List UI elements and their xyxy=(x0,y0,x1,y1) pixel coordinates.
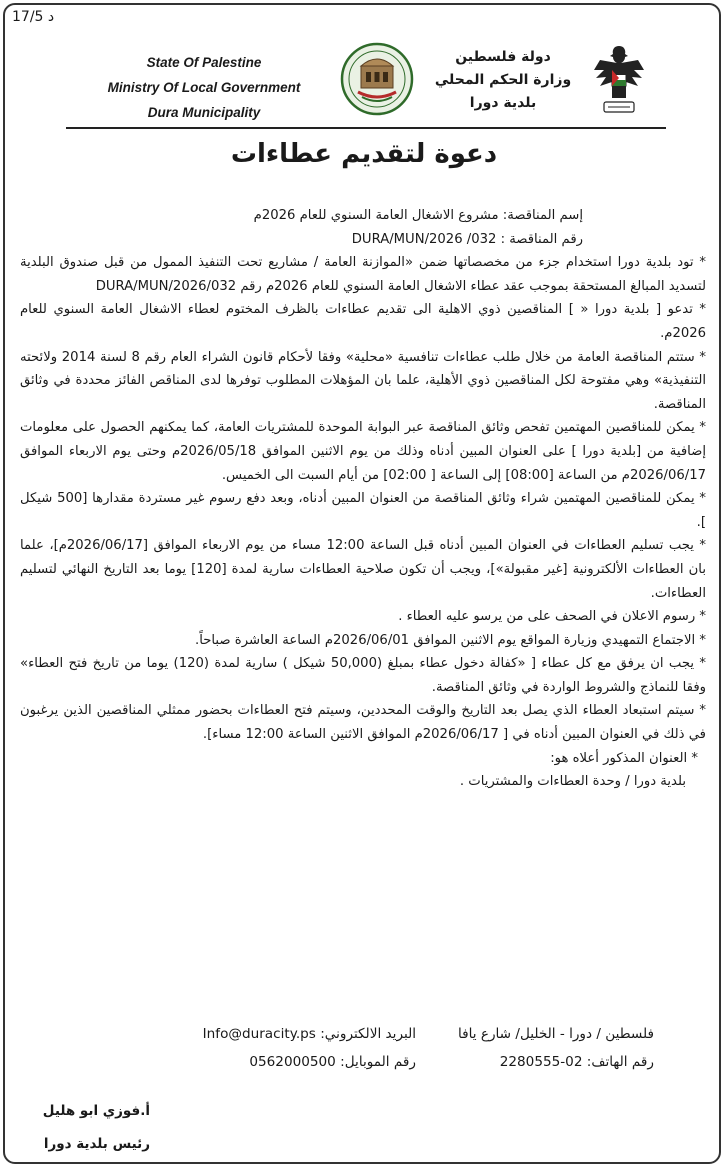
paragraph-advertising-fees: * رسوم الاعلان في الصحف على من يرسو عليه العطاء . xyxy=(398,609,706,625)
paragraph-procedure: * ستتم المناقصة العامة من خلال طلب عطاءات تنافسية «محلية» وفقا لأحكام قانون الشراء العام رقم 8 لسنة 2014 ولائحته التنفيذية» وهي مفتوحة لكل المناقصين ذوي الأهلية، علما بان المؤهلات المطلوب توفرها لدى المناقص الفائز محددة في وثائق المناقصة. xyxy=(20,349,706,412)
state-name-ar: دولة فلسطين xyxy=(455,49,551,65)
mobile-number: 0562000500 xyxy=(249,1054,336,1070)
signature-block xyxy=(30,1095,150,1161)
address-heading: * العنوان المذكور أعلاه هو: xyxy=(550,750,698,766)
email-label: البريد الالكتروني: xyxy=(320,1026,416,1042)
header-divider xyxy=(66,127,666,129)
phone-line: رقم الهاتف: 02-2280555 xyxy=(499,1054,654,1070)
paragraph-bid-opening: * سيتم استبعاد العطاء الذي يصل بعد التاريخ والوقت المحددين، وسيتم فتح العطاءات بحضور ممثلي المناقصين الذين يرغبون في ذلك في العنوان المبين أدناه في [ 2026/06/17م الموافق الاثنين الساعة 12:00 مساء]. xyxy=(20,703,706,743)
paragraph-pre-bid-meeting: * الاجتماع التمهيدي وزيارة المواقع يوم الاثنين الموافق 2026/06/01م الساعة العاشرة صباحاً. xyxy=(195,632,706,648)
palestine-eagle-emblem-icon xyxy=(590,40,648,120)
address-line-2: فلسطين / دورا - الخليل/ شارع يافا xyxy=(457,1026,654,1042)
state-name-en: State Of Palestine xyxy=(146,55,262,70)
municipality-seal-logo xyxy=(340,42,414,116)
paragraph-invitation: * تدعو [ بلدية دورا « ] المناقصين ذوي الاهلية الى تقديم عطاءات بالظرف المختوم لعطاء الاشغال العامة السنوي للعام 2026م. xyxy=(20,302,706,341)
notice-title: دعوة لتقديم عطاءات xyxy=(230,139,498,169)
paragraph-bid-guarantee: * يجب ان يرفق مع كل عطاء [ «كفالة دخول عطاء بمبلغ (50,000 شيكل ) سارية لمدة (120) يوما من تاريخ فتح العطاء» وفقا للنماذج والشروط الواردة في وثائق المناقصة. xyxy=(20,656,707,695)
email-address[interactable]: Info@duracity.ps xyxy=(202,1026,316,1042)
municipality-name-en: Dura Municipality xyxy=(147,105,261,120)
signer-name: أ.فوزي ابو هليل xyxy=(42,1103,150,1119)
arabic-header xyxy=(432,46,574,115)
ministry-name-ar: وزارة الحكم المحلي xyxy=(434,72,572,88)
paragraph-documents-inspection: * يمكن للمناقصين المهتمين تفحص وثائق المناقصة عبر البوابة الموحدة للمشتريات العامة، كما يمكنهم الحصول على معلومات إضافية من [بلدية دورا ] على العنوان المبين أدناه وذلك من يوم الاثنين الموافق 2026/05/18م وحتى يوم الاربعاء الموافق 2026/06/17م من الساعة [08:00] إلى الساعة [ 02:00] من أيام السبت الى الخميس. xyxy=(20,420,706,483)
address-contact xyxy=(394,1020,654,1076)
municipality-name-ar: بلدية دورا xyxy=(469,95,537,111)
page-number: 17/5 د xyxy=(12,9,55,25)
english-header xyxy=(96,50,312,125)
paragraph-documents-purchase: * يمكن للمناقصين المهتمين شراء وثائق المناقصة من العنوان المبين أدناه، وبعد دفع رسوم غير مستردة مقدارها [500 شيكل ]. xyxy=(20,491,706,530)
notice-body xyxy=(20,204,706,794)
signer-title: رئيس بلدية دورا xyxy=(43,1136,150,1152)
tender-number: رقم المناقصة : 032/ DURA/MUN/2026 xyxy=(351,231,583,247)
paragraph-submission-deadline: * يجب تسليم العطاءات في العنوان المبين أدناه قبل الساعة 12:00 مساء من يوم الاربعاء الموافق [2026/06/17م]، علما بان العطاءات الألكترونية [غير مقبولة»]، ويجب أن تكون صلاحية العطاءات سارية لمدة [120] يوما بعد التاريخ النهائي لتسليم العطاءات. xyxy=(20,538,706,601)
paragraph-funding: * تود بلدية دورا استخدام جزء من مخصصاتها ضمن «الموازنة العامة / مشاريع تحت التنفيذ الممول من قبل صندوق البلدية لتسديد المبالغ المستحقة بموجب عقد عطاء الاشغال العامة السنوي للعام 2026م رقم 032/DURA/MUN/2026 xyxy=(20,255,706,294)
tender-name: إسم المناقصة: مشروع الاشغال العامة السنوي للعام 2026م xyxy=(253,208,583,223)
email-line xyxy=(136,1020,416,1048)
mobile-line xyxy=(136,1048,416,1076)
address-line-1: بلدية دورا / وحدة العطاءات والمشتريات . xyxy=(459,774,686,790)
mobile-label: رقم الموبايل: xyxy=(340,1054,416,1070)
electronic-contact xyxy=(136,1020,416,1076)
ministry-name-en: Ministry Of Local Government xyxy=(107,80,301,95)
